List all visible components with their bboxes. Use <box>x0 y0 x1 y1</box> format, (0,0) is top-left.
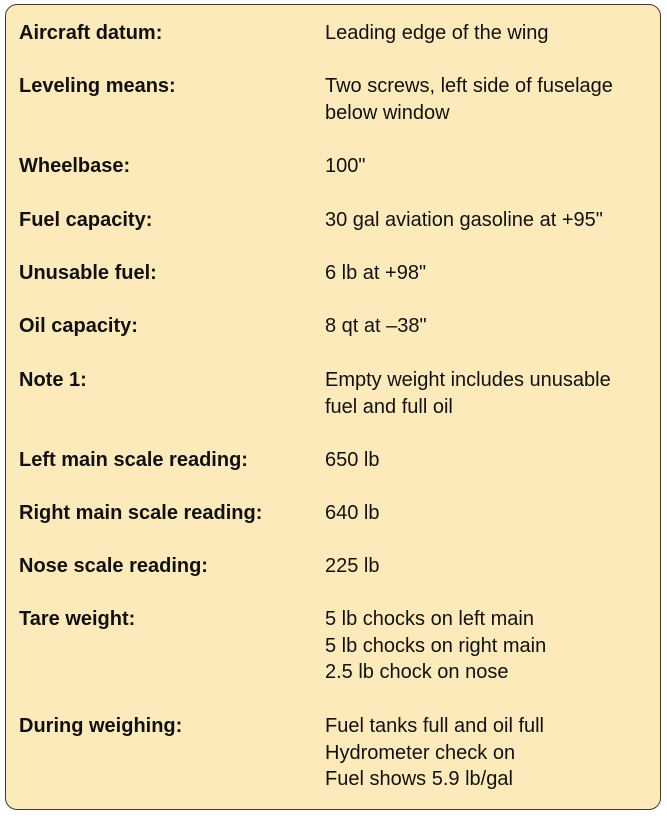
label-unusable-fuel: Unusable fuel: <box>19 262 157 284</box>
value-line: 100" <box>325 155 366 177</box>
value-line: 640 lb <box>325 502 380 524</box>
value-oil-capacity <box>325 313 655 340</box>
label-during-weighing: During weighing: <box>19 715 183 737</box>
value-line: below window <box>325 101 450 124</box>
value-line: 30 gal aviation gasoline at +95" <box>325 209 603 231</box>
value-line: 6 lb at +98" <box>325 262 427 284</box>
value-line: 225 lb <box>325 555 380 577</box>
value-line: Two screws, left side of fuselage <box>325 75 613 97</box>
value-line: Leading edge of the wing <box>325 22 549 44</box>
label-fuel-capacity: Fuel capacity: <box>19 209 153 231</box>
value-line: 5 lb chocks on left main <box>325 608 534 630</box>
value-note-1 <box>325 367 655 420</box>
value-line: 5 lb chocks on right main <box>325 634 547 657</box>
label-wheelbase: Wheelbase: <box>19 155 131 177</box>
aircraft-data-card <box>5 4 661 810</box>
label-right-main-scale: Right main scale reading: <box>19 502 263 524</box>
label-aircraft-datum: Aircraft datum: <box>19 22 163 44</box>
label-tare-weight: Tare weight: <box>19 608 136 630</box>
label-note-1: Note 1: <box>19 369 87 391</box>
value-fuel-capacity <box>325 207 655 234</box>
value-line: Fuel tanks full and oil full <box>325 715 545 737</box>
label-oil-capacity: Oil capacity: <box>19 315 138 337</box>
value-left-main-scale <box>325 447 655 474</box>
label-left-main-scale: Left main scale reading: <box>19 449 248 471</box>
value-line: 650 lb <box>325 449 380 471</box>
value-nose-scale <box>325 553 655 580</box>
value-line: 2.5 lb chock on nose <box>325 661 509 683</box>
value-leveling-means <box>325 73 655 126</box>
value-during-weighing <box>325 713 655 793</box>
value-aircraft-datum <box>325 20 655 47</box>
value-line: Fuel shows 5.9 lb/gal <box>325 768 513 790</box>
value-right-main-scale <box>325 500 655 527</box>
value-wheelbase <box>325 153 655 180</box>
value-unusable-fuel <box>325 260 655 287</box>
value-tare-weight <box>325 606 655 686</box>
value-line: Empty weight includes unusable <box>325 369 611 391</box>
label-leveling-means: Leveling means: <box>19 75 176 97</box>
value-line: 8 qt at –38" <box>325 315 427 337</box>
value-line: fuel and full oil <box>325 395 453 418</box>
label-nose-scale: Nose scale reading: <box>19 555 208 577</box>
value-line: Hydrometer check on <box>325 741 516 764</box>
